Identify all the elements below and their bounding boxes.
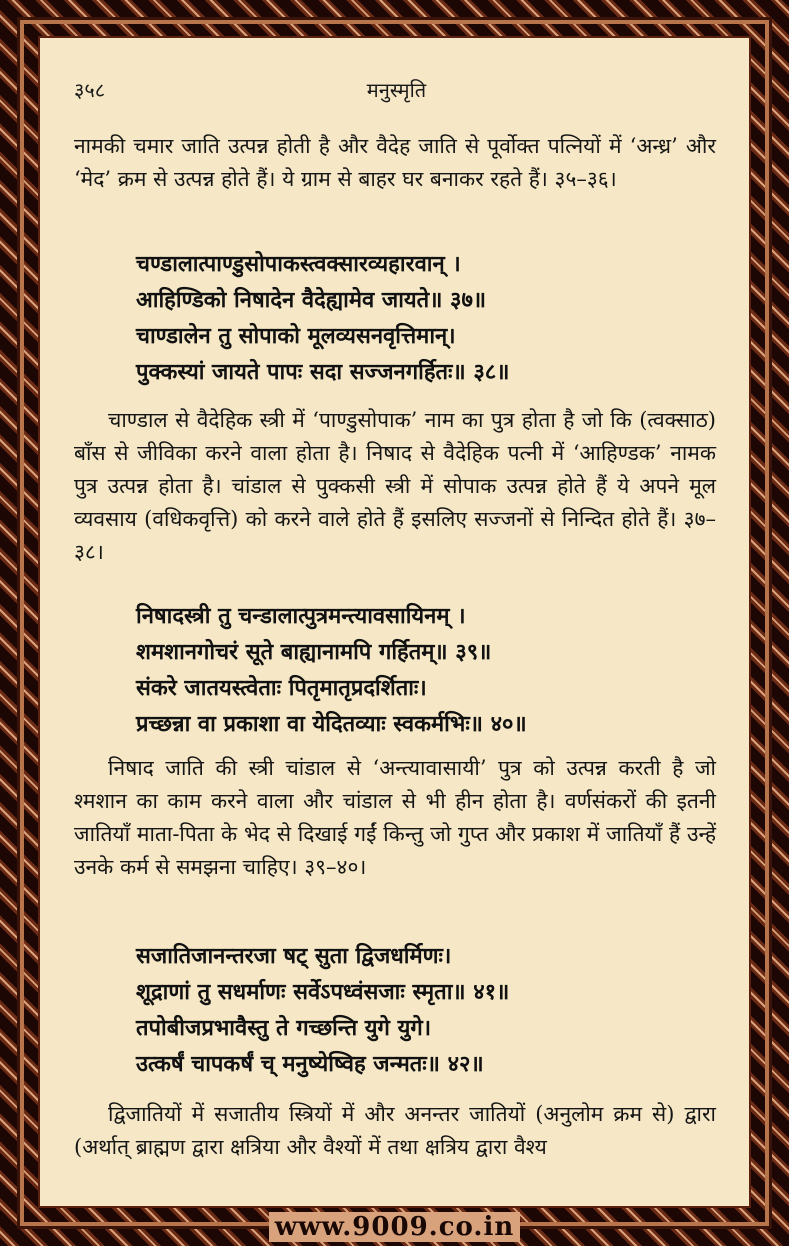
verse-line: चाण्डालेन तु सोपाको मूलव्यसनवृत्तिमान्।	[136, 323, 456, 349]
verse-line: शूद्राणां तु सधर्माणः सर्वेऽपध्वंसजाः स्मृता॥ ४१॥	[136, 979, 510, 1005]
paragraph-2	[74, 404, 716, 569]
verse-41-42	[136, 938, 696, 1082]
verse-37-38	[136, 246, 696, 390]
verse-line: शमशानगोचरं सूते बाह्यानामपि गर्हितम्॥ ३९॥	[136, 639, 492, 665]
verse-line: निषादस्त्री तु चन्डालात्पुत्रमन्त्यावसायिनम् ।	[136, 603, 466, 629]
book-page	[38, 36, 751, 1208]
paragraph-4	[74, 1098, 716, 1164]
verse-line: संकरे जातयस्त्वेताः पितृमातृप्रदर्शिताः।	[136, 675, 427, 701]
verse-line: चण्डालात्पाण्डुसोपाकस्त्वक्सारव्यहारवान् ।	[136, 251, 461, 277]
running-head: मनुस्मृति	[366, 78, 427, 102]
verse-39-40	[136, 598, 696, 742]
page-number: ३५८	[74, 78, 106, 102]
website-url: www.9009.co.in	[269, 1212, 521, 1242]
verse-line: प्रच्छन्ना वा प्रकाशा वा येदितव्याः स्वकर्मभिः॥ ४०॥	[136, 711, 527, 737]
page-header	[40, 76, 753, 106]
paragraph-1	[74, 130, 716, 196]
verse-line: पुक्कस्यां जायते पापः सदा सज्जनगर्हितः॥ ३८॥	[136, 359, 510, 385]
paragraph-3	[74, 752, 716, 884]
verse-line: सजातिजानन्तरजा षट् सुता द्विजधर्मिणः।	[136, 943, 452, 969]
paragraph-text: चाण्डाल से वैदेहिक स्त्री में ‘पाण्डुसोपाक’ नाम का पुत्र होता है जो कि (त्वक्साठ) बाँस से जीविका करने वाला होता है। निषाद से वैदेहिक पत्नी में ‘आहिण्डक’ नामक पुत्र उत्पन्न होता है। चांडाल से पुक्कसी स्त्री में सोपाक उत्पन्न होते हैं ये अपने मूल व्यवसाय (वधिकवृत्ति) को करने वाले होते हैं इसलिए सज्जनों से निन्दित होते हैं। ३७–३८।	[74, 408, 716, 564]
paragraph-text: निषाद जाति की स्त्री चांडाल से ‘अन्त्यावासायी’ पुत्र को उत्पन्न करती है जो श्मशान का काम करने वाला और चांडाल से भी हीन होता है। वर्णसंकरों की इतनी जातियाँ माता-पिता के भेद से दिखाई गईं किन्तु जो गुप्त और प्रकाश में जातियाँ हैं उन्हें उनके कर्म से समझना चाहिए। ३९–४०।	[74, 756, 716, 879]
site-footer	[0, 1212, 789, 1242]
verse-line: तपोबीजप्रभावैस्तु ते गच्छन्ति युगे युगे।	[136, 1015, 432, 1041]
paragraph-text: नामकी चमार जाति उत्पन्न होती है और वैदेह जाति से पूर्वोक्त पत्नियों में ‘अन्ध्र’ और ‘मेद’ क्रम से उत्पन्न होते हैं। ये ग्राम से बाहर घर बनाकर रहते हैं। ३५–३६।	[74, 134, 716, 191]
paragraph-text: द्विजातियों में सजातीय स्त्रियों में और अनन्तर जातियों (अनुलोम क्रम से) द्वारा (अर्थात् ब्राह्मण द्वारा क्षत्रिया और वैश्यों में तथा क्षत्रिय द्वारा वैश्य	[74, 1102, 716, 1159]
verse-line: उत्कर्षं चापकर्षं च् मनुष्येष्विह जन्मतः॥ ४२॥	[136, 1051, 484, 1077]
verse-line: आहिण्डिको निषादेन वैदेह्यामेव जायते॥ ३७॥	[136, 287, 487, 313]
